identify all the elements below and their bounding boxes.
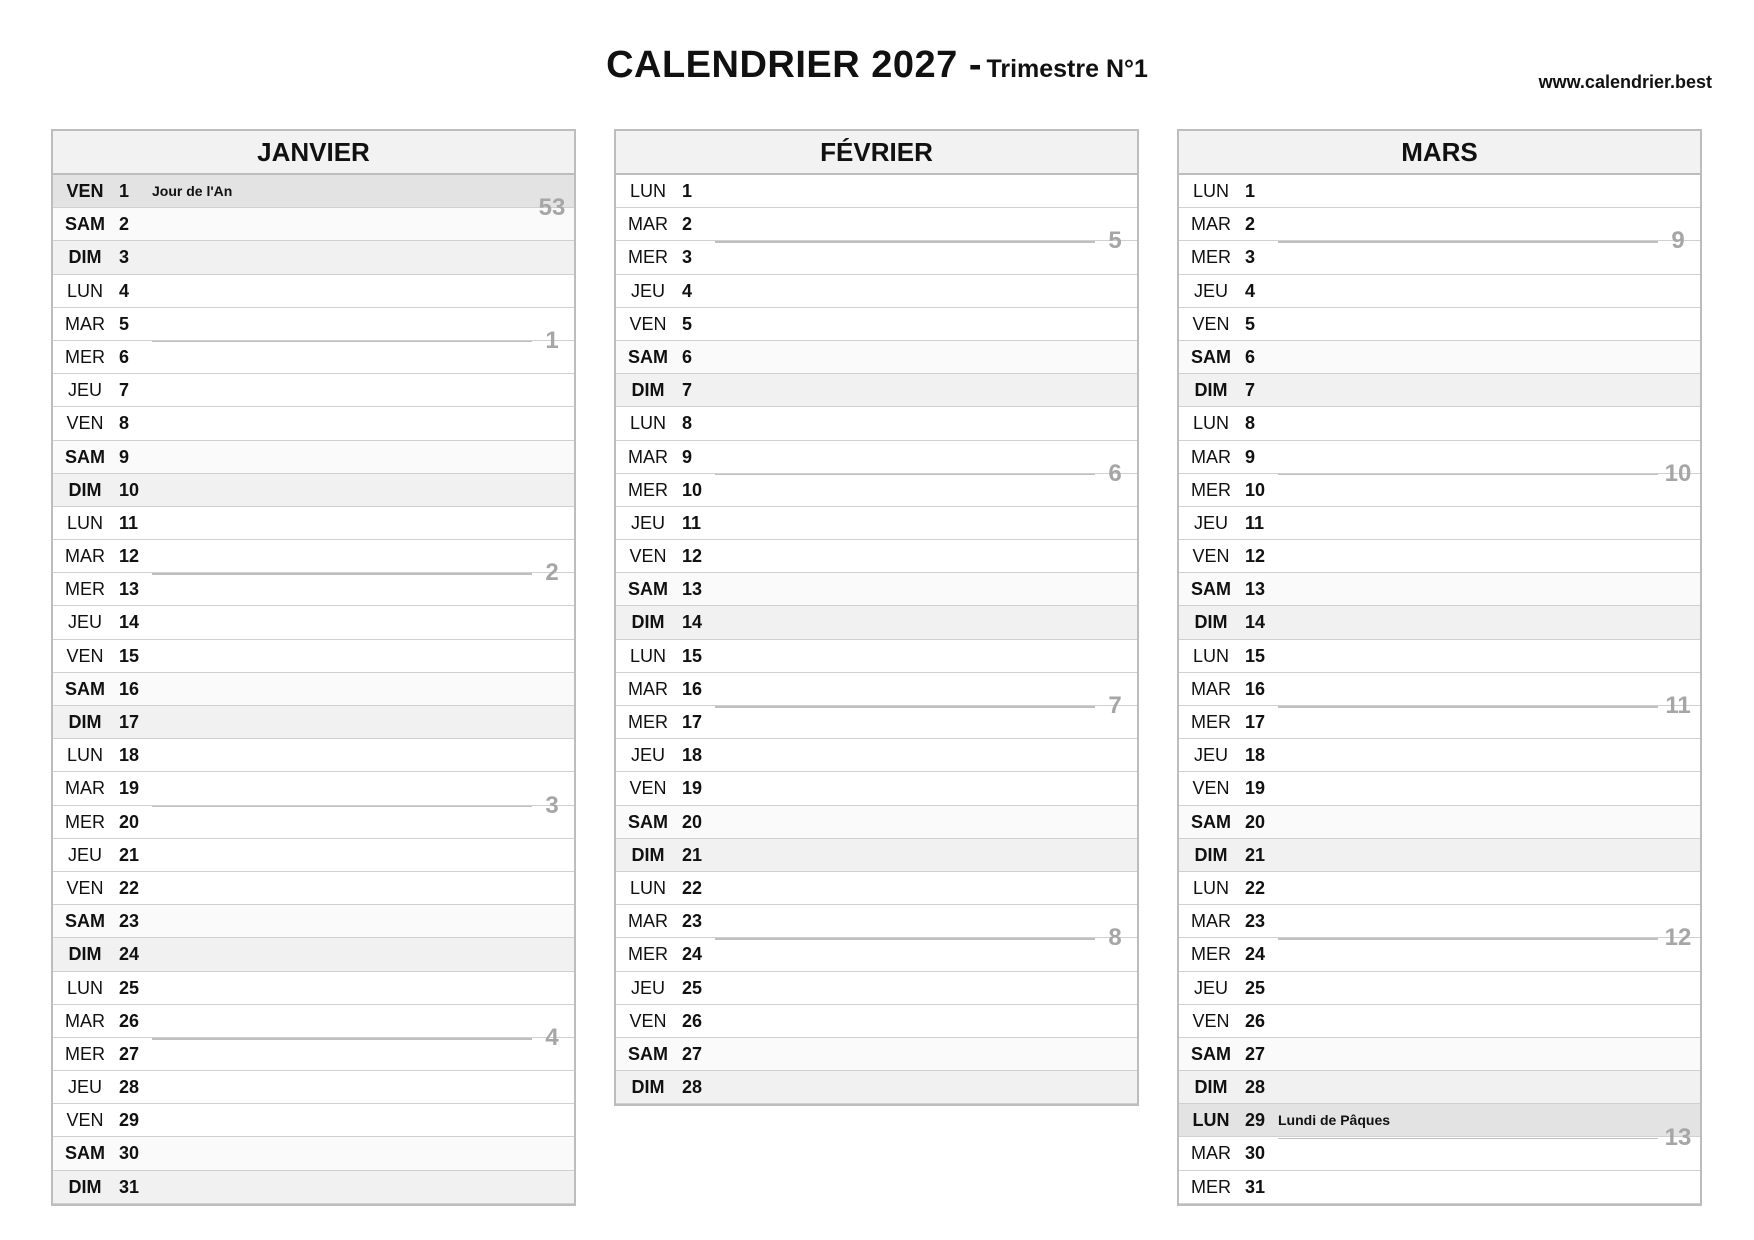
day-row[interactable] [53,872,574,905]
day-of-week: SAM [628,811,668,832]
day-of-week: MER [65,1043,105,1064]
day-of-week: DIM [631,612,665,633]
day-of-week: VEN [66,181,104,201]
day-row[interactable] [1179,772,1700,805]
day-of-week: SAM [628,1043,668,1064]
day-number: 21 [682,844,703,865]
day-number: 21 [119,844,140,865]
day-of-week: JEU [1193,280,1228,301]
day-number: 16 [682,678,703,699]
day-number: 20 [119,811,140,832]
day-number: 10 [119,479,140,500]
day-of-week: MER [1191,1176,1231,1197]
day-row[interactable] [1179,606,1700,639]
day-number: 24 [1245,944,1266,965]
day-number: 5 [682,313,693,334]
day-number: 3 [682,247,693,268]
month-title: JANVIER [53,131,574,175]
day-number: 8 [1245,413,1256,434]
day-number: 8 [119,413,130,434]
day-row[interactable] [1179,208,1700,241]
day-row[interactable] [616,872,1137,905]
month-january [51,129,576,1206]
day-of-week: SAM [1191,811,1231,832]
day-of-week: LUN [1192,181,1229,201]
day-row[interactable] [1179,1038,1700,1071]
day-row[interactable] [1179,706,1700,739]
day-of-week: MAR [1191,446,1231,467]
day-number: 27 [1245,1043,1266,1064]
day-row[interactable] [53,540,574,573]
day-row[interactable] [53,640,574,673]
day-number: 28 [119,1077,140,1098]
day-of-week: DIM [1194,1077,1228,1098]
day-row[interactable] [616,772,1137,805]
day-of-week: MER [1191,944,1231,965]
day-number: 7 [1245,380,1256,401]
day-row[interactable] [616,275,1137,308]
day-number: 18 [682,745,703,766]
day-row[interactable] [53,474,574,507]
day-row[interactable] [1179,175,1700,208]
day-number: 30 [119,1143,140,1164]
week-number: 53 [538,194,566,221]
day-row[interactable] [616,208,1137,241]
day-number: 12 [682,546,703,567]
day-of-week: VEN [1192,313,1230,334]
day-of-week: DIM [1194,380,1228,401]
day-row[interactable] [616,407,1137,440]
day-of-week: SAM [65,911,105,932]
day-number: 23 [682,911,703,932]
day-of-week: LUN [629,181,666,201]
day-of-week: LUN [629,413,666,434]
week-number: 3 [545,791,559,819]
day-number: 6 [1245,346,1256,367]
day-of-week: SAM [1191,1043,1231,1064]
day-number: 19 [1245,778,1266,799]
day-of-week: LUN [66,512,103,533]
day-row[interactable] [616,1071,1137,1104]
day-of-week: SAM [65,214,105,235]
week-number: 7 [1108,692,1122,719]
day-of-week: DIM [631,380,665,401]
day-row[interactable] [1179,905,1700,938]
day-number: 15 [1245,645,1266,666]
day-of-week: LUN [1192,645,1229,666]
day-of-week: MER [1191,247,1231,268]
day-number: 29 [119,1110,140,1131]
day-number: 17 [682,712,703,732]
day-row[interactable] [616,175,1137,208]
day-of-week: MAR [65,313,105,334]
day-number: 13 [682,579,703,600]
day-of-week: JEU [630,745,665,766]
day-number: 11 [1245,512,1265,533]
day-number: 2 [1245,214,1256,235]
day-number: 22 [1245,877,1266,898]
day-row[interactable] [1179,275,1700,308]
week-number: 10 [1664,459,1692,487]
website-link[interactable]: www.calendrier.best [1538,72,1712,92]
day-number: 20 [1245,811,1266,832]
day-row[interactable] [1179,407,1700,440]
day-number: 3 [119,247,130,268]
day-of-week: LUN [1192,877,1229,898]
day-of-week: DIM [631,1077,665,1098]
day-of-week: DIM [68,479,102,500]
day-of-week: DIM [68,1176,102,1197]
day-row[interactable] [53,374,574,407]
day-of-week: MER [628,944,668,965]
day-row[interactable] [1179,872,1700,905]
day-row[interactable] [1179,573,1700,606]
day-row[interactable] [616,1005,1137,1038]
day-of-week: JEU [630,977,665,998]
day-number: 19 [682,778,703,799]
day-of-week: LUN [66,745,103,766]
day-row[interactable] [53,772,574,805]
day-of-week: MAR [65,778,105,799]
day-number: 16 [1245,678,1266,699]
day-row[interactable] [1179,640,1700,673]
page-title: CALENDRIER 2027 - [606,44,982,86]
day-of-week: VEN [66,877,104,898]
day-list [53,175,574,1204]
day-row[interactable] [53,573,574,606]
day-of-week: MER [65,346,105,367]
week-number: 4 [545,1024,559,1051]
month-february [614,129,1139,1106]
day-row[interactable] [616,374,1137,407]
holiday-label: Lundi de Pâques [1278,1112,1391,1129]
day-number: 29 [1245,1110,1266,1131]
month-march [1177,129,1702,1206]
day-row[interactable] [1179,308,1700,341]
day-list [616,175,1137,1104]
day-number: 10 [682,479,703,500]
day-row[interactable] [616,441,1137,474]
day-row[interactable] [53,1005,574,1038]
day-number: 24 [119,944,140,965]
day-number: 21 [1245,844,1266,865]
day-number: 4 [119,280,130,301]
day-row[interactable] [616,540,1137,573]
day-number: 7 [119,380,130,401]
day-row[interactable] [53,1038,574,1071]
day-of-week: MER [65,579,105,600]
day-number: 9 [682,446,693,467]
day-of-week: SAM [1191,579,1231,600]
day-of-week: MAR [1191,911,1231,932]
month-title: MARS [1179,131,1700,175]
day-number: 13 [119,579,140,600]
day-row[interactable] [53,839,574,872]
day-of-week: VEN [66,645,104,666]
day-row[interactable] [53,606,574,639]
day-of-week: MER [65,811,105,832]
day-of-week: MER [628,247,668,268]
day-row[interactable] [53,972,574,1005]
day-of-week: DIM [68,247,102,268]
day-of-week: JEU [630,512,665,533]
week-number: 6 [1108,459,1122,487]
day-number: 30 [1245,1143,1266,1164]
day-row[interactable] [53,175,574,208]
week-number: 5 [1108,227,1122,255]
day-of-week: JEU [67,844,102,865]
day-row[interactable] [1179,673,1700,706]
day-number: 25 [682,977,703,998]
day-number: 25 [1245,977,1266,998]
day-number: 26 [682,1010,703,1031]
day-row[interactable] [53,275,574,308]
day-number: 2 [119,214,130,235]
day-row[interactable] [616,341,1137,374]
day-number: 6 [119,346,130,367]
day-number: 24 [682,944,703,965]
day-row[interactable] [53,241,574,274]
day-row[interactable] [616,308,1137,341]
week-number: 1 [545,326,559,354]
day-of-week: SAM [65,446,105,467]
day-of-week: DIM [68,712,102,732]
day-of-week: MAR [1191,214,1231,235]
day-of-week: JEU [67,612,102,633]
day-number: 14 [119,612,140,633]
day-row[interactable] [53,706,574,739]
day-number: 9 [119,446,130,467]
day-row[interactable] [53,208,574,241]
week-number: 8 [1108,924,1122,952]
day-of-week: LUN [66,280,103,301]
day-number: 4 [682,280,693,301]
day-number: 14 [1245,612,1266,633]
day-number: 27 [682,1043,703,1064]
day-row[interactable] [1179,1071,1700,1104]
day-of-week: DIM [631,844,665,865]
day-of-week: VEN [1192,546,1230,567]
day-number: 14 [682,612,703,633]
day-row[interactable] [1179,241,1700,274]
day-row[interactable] [1179,474,1700,507]
day-row[interactable] [616,507,1137,540]
day-number: 23 [119,911,140,932]
month-title: FÉVRIER [616,131,1137,175]
day-row[interactable] [1179,972,1700,1005]
day-number: 23 [1245,911,1266,932]
day-number: 10 [1245,479,1266,500]
day-of-week: DIM [1194,844,1228,865]
day-number: 20 [682,811,703,832]
day-of-week: JEU [1193,977,1228,998]
day-row[interactable] [1179,739,1700,772]
day-row[interactable] [1179,1137,1700,1170]
day-row[interactable] [53,441,574,474]
day-row[interactable] [53,806,574,839]
day-row[interactable] [616,938,1137,971]
day-number: 1 [1245,181,1256,201]
day-row[interactable] [616,905,1137,938]
day-row[interactable] [1179,1171,1700,1204]
day-number: 11 [119,512,139,533]
day-row[interactable] [616,474,1137,507]
day-number: 12 [1245,546,1266,567]
day-of-week: VEN [629,1010,667,1031]
day-of-week: MAR [628,446,668,467]
day-of-week: DIM [68,944,102,965]
day-row[interactable] [53,308,574,341]
day-number: 18 [1245,745,1266,766]
day-row[interactable] [616,673,1137,706]
day-number: 22 [682,877,703,898]
day-row[interactable] [1179,341,1700,374]
day-number: 1 [119,181,130,201]
day-number: 11 [682,512,702,533]
day-row[interactable] [1179,806,1700,839]
day-number: 5 [119,313,130,334]
day-of-week: SAM [1191,346,1231,367]
day-row[interactable] [53,673,574,706]
week-number: 13 [1664,1123,1692,1151]
day-row[interactable] [1179,1104,1700,1137]
day-number: 28 [682,1077,703,1098]
day-row[interactable] [616,573,1137,606]
day-row[interactable] [53,1137,574,1170]
day-row[interactable] [616,972,1137,1005]
day-of-week: VEN [66,1110,104,1131]
day-of-week: LUN [1192,1110,1230,1131]
day-row[interactable] [1179,540,1700,573]
day-of-week: MER [628,479,668,500]
day-number: 1 [682,181,693,201]
day-number: 18 [119,745,140,766]
day-row[interactable] [616,706,1137,739]
day-row[interactable] [616,839,1137,872]
day-of-week: MAR [1191,678,1231,699]
day-row[interactable] [53,938,574,971]
day-row[interactable] [616,606,1137,639]
day-number: 3 [1245,247,1256,268]
day-of-week: JEU [67,380,102,401]
day-of-week: MER [628,712,668,732]
day-row[interactable] [1179,441,1700,474]
day-of-week: MAR [628,214,668,235]
day-number: 31 [119,1176,140,1197]
day-row[interactable] [53,507,574,540]
day-of-week: LUN [629,877,666,898]
holiday-label: Jour de l'An [152,183,233,199]
day-row[interactable] [53,407,574,440]
day-row[interactable] [616,1038,1137,1071]
day-row[interactable] [53,739,574,772]
day-of-week: VEN [629,778,667,799]
day-number: 28 [1245,1077,1266,1098]
day-row[interactable] [616,640,1137,673]
day-of-week: MER [1191,712,1231,732]
day-row[interactable] [53,905,574,938]
day-of-week: SAM [65,678,105,699]
day-of-week: JEU [1193,512,1228,533]
day-of-week: JEU [1193,745,1228,766]
day-number: 7 [682,380,693,401]
day-of-week: MER [1191,479,1231,500]
day-of-week: VEN [1192,1010,1230,1031]
week-number: 11 [1665,692,1691,719]
day-of-week: MAR [65,546,105,567]
day-row[interactable] [53,341,574,374]
week-number: 2 [545,559,559,587]
day-number: 27 [119,1043,140,1064]
day-number: 12 [119,546,140,567]
day-number: 25 [119,977,140,998]
day-of-week: VEN [66,413,104,434]
page-header [0,44,1754,87]
day-number: 4 [1245,280,1256,301]
day-number: 17 [1245,712,1266,732]
day-row[interactable] [1179,839,1700,872]
day-of-week: LUN [629,645,666,666]
day-row[interactable] [616,241,1137,274]
day-number: 26 [1245,1010,1266,1031]
day-list [1179,175,1700,1204]
day-number: 15 [682,645,703,666]
day-of-week: SAM [65,1143,105,1164]
day-of-week: MAR [1191,1143,1231,1164]
day-number: 31 [1245,1176,1266,1197]
day-number: 9 [1245,446,1256,467]
day-row[interactable] [1179,507,1700,540]
day-of-week: SAM [628,579,668,600]
day-number: 15 [119,645,140,666]
week-number: 12 [1664,924,1692,952]
day-of-week: LUN [66,977,103,998]
page-subtitle: Trimestre N°1 [986,55,1148,83]
day-number: 22 [119,877,140,898]
day-number: 26 [119,1010,140,1031]
day-of-week: SAM [628,346,668,367]
day-row[interactable] [53,1071,574,1104]
day-of-week: JEU [630,280,665,301]
week-number: 9 [1671,227,1685,255]
day-row[interactable] [53,1104,574,1137]
day-row[interactable] [616,739,1137,772]
day-row[interactable] [1179,1005,1700,1038]
day-of-week: MAR [628,678,668,699]
day-of-week: VEN [629,546,667,567]
day-of-week: DIM [1194,612,1228,633]
day-number: 19 [119,778,140,799]
day-row[interactable] [616,806,1137,839]
day-number: 2 [682,214,693,235]
day-row[interactable] [1179,938,1700,971]
day-number: 17 [119,712,140,732]
day-number: 8 [682,413,693,434]
day-of-week: JEU [67,1077,102,1098]
day-row[interactable] [53,1171,574,1204]
day-of-week: VEN [629,313,667,334]
day-of-week: VEN [1192,778,1230,799]
day-of-week: MAR [65,1010,105,1031]
day-of-week: MAR [628,911,668,932]
day-number: 5 [1245,313,1256,334]
day-number: 13 [1245,579,1266,600]
day-of-week: LUN [1192,413,1229,434]
day-number: 6 [682,346,693,367]
day-number: 16 [119,678,140,699]
day-row[interactable] [1179,374,1700,407]
